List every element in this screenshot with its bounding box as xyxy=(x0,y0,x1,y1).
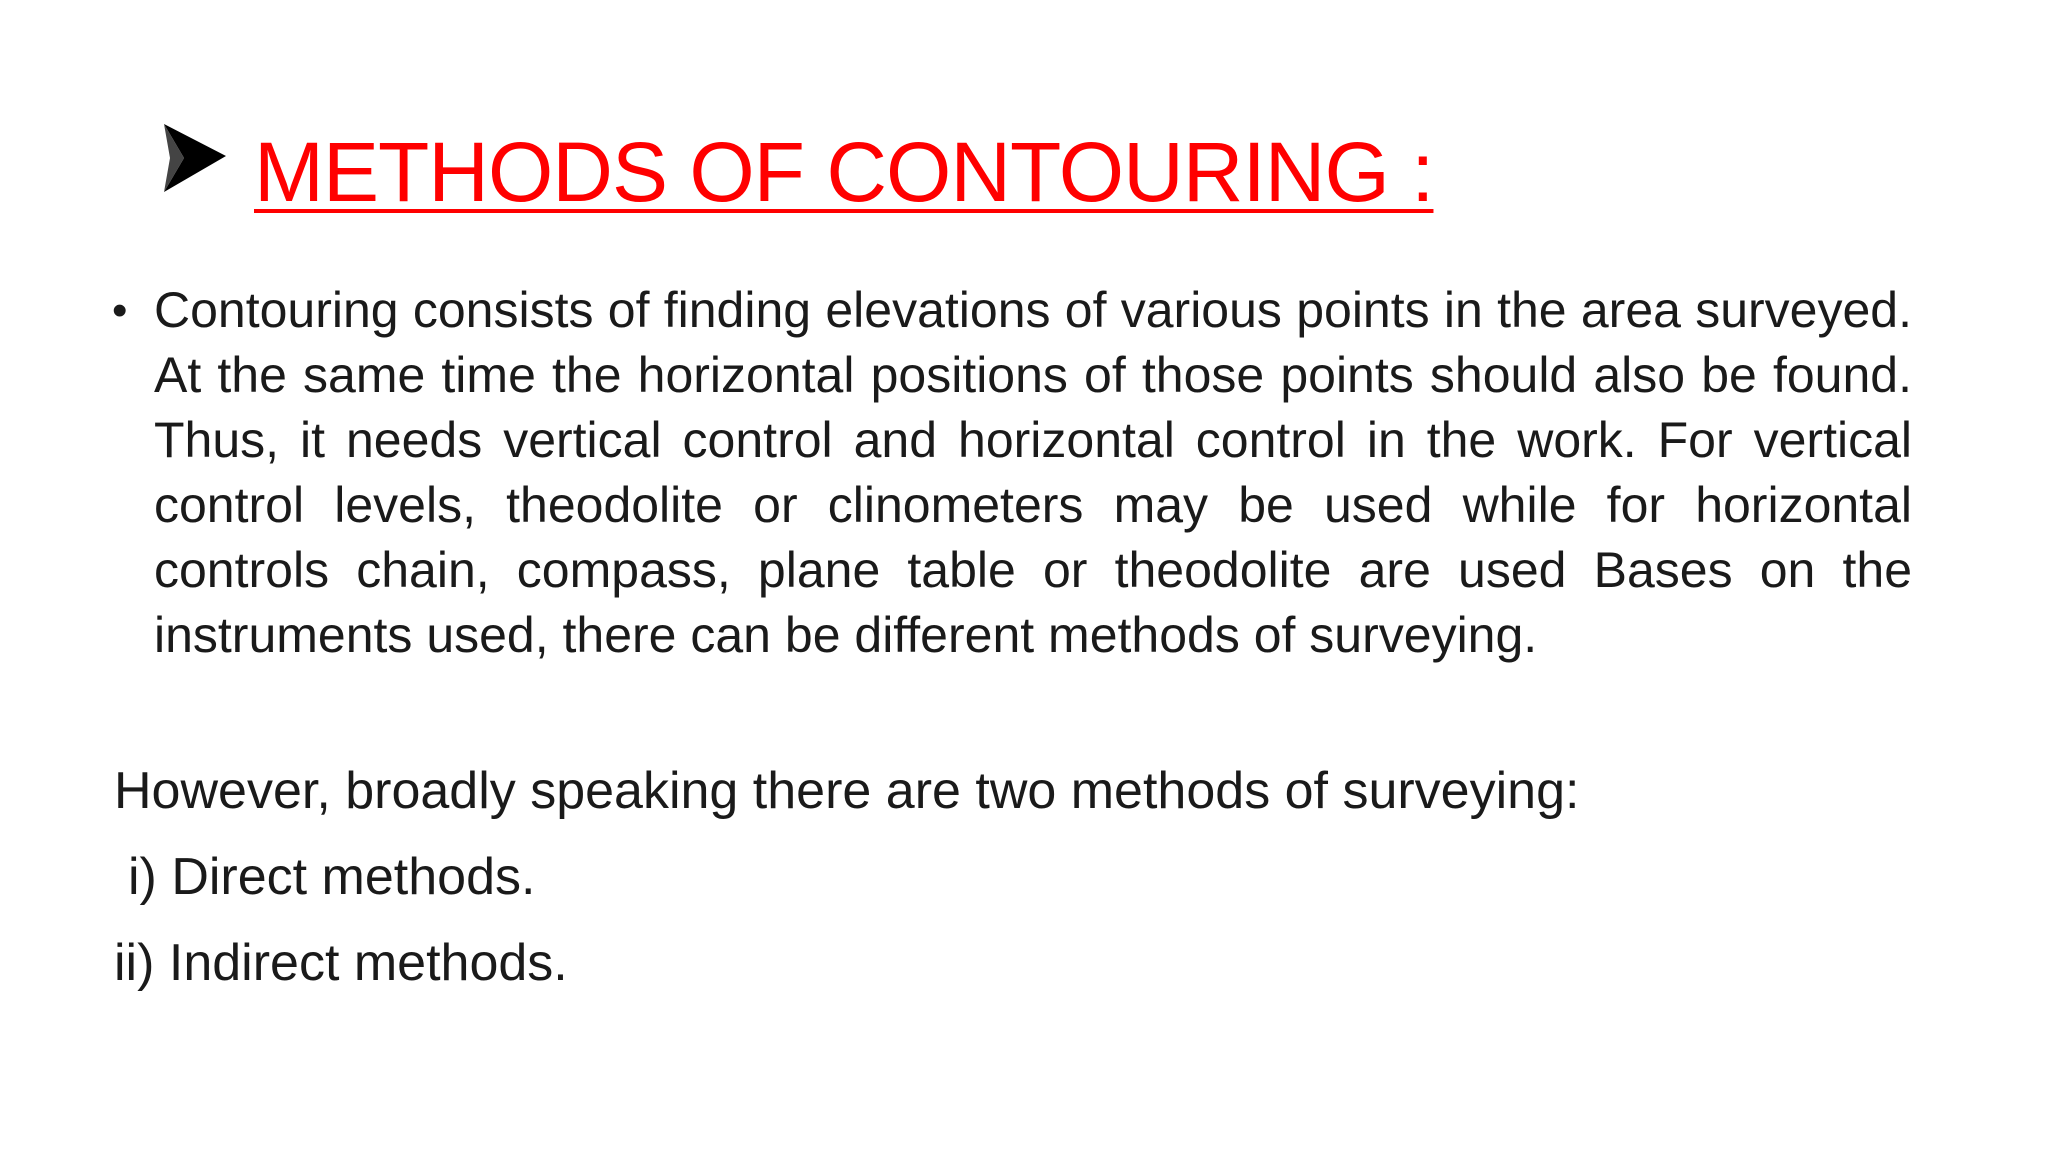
method-item-indirect: ii) Indirect methods. xyxy=(114,934,568,992)
summary-line: However, broadly speaking there are two methods of surveying: xyxy=(114,762,1580,820)
slide-title: METHODS OF CONTOURING : xyxy=(254,125,1434,219)
bullet-item xyxy=(112,278,1912,668)
bullet-dot-icon: • xyxy=(112,286,128,335)
method-item-direct: i) Direct methods. xyxy=(128,848,536,906)
bullet-paragraph: Contouring consists of finding elevations of various points in the area surveyed. At the same time the horizontal positions of those points should also be found. Thus, it needs vertical control and horizontal control in the work. For vertical control levels, theodolite or clinometers may be used while for horizontal controls chain, compass, plane table or theodolite are used Bases on the instruments used, there can be different methods of surveying. xyxy=(154,282,1912,663)
title-row xyxy=(160,112,1433,232)
arrowhead-bullet-icon xyxy=(160,118,230,198)
